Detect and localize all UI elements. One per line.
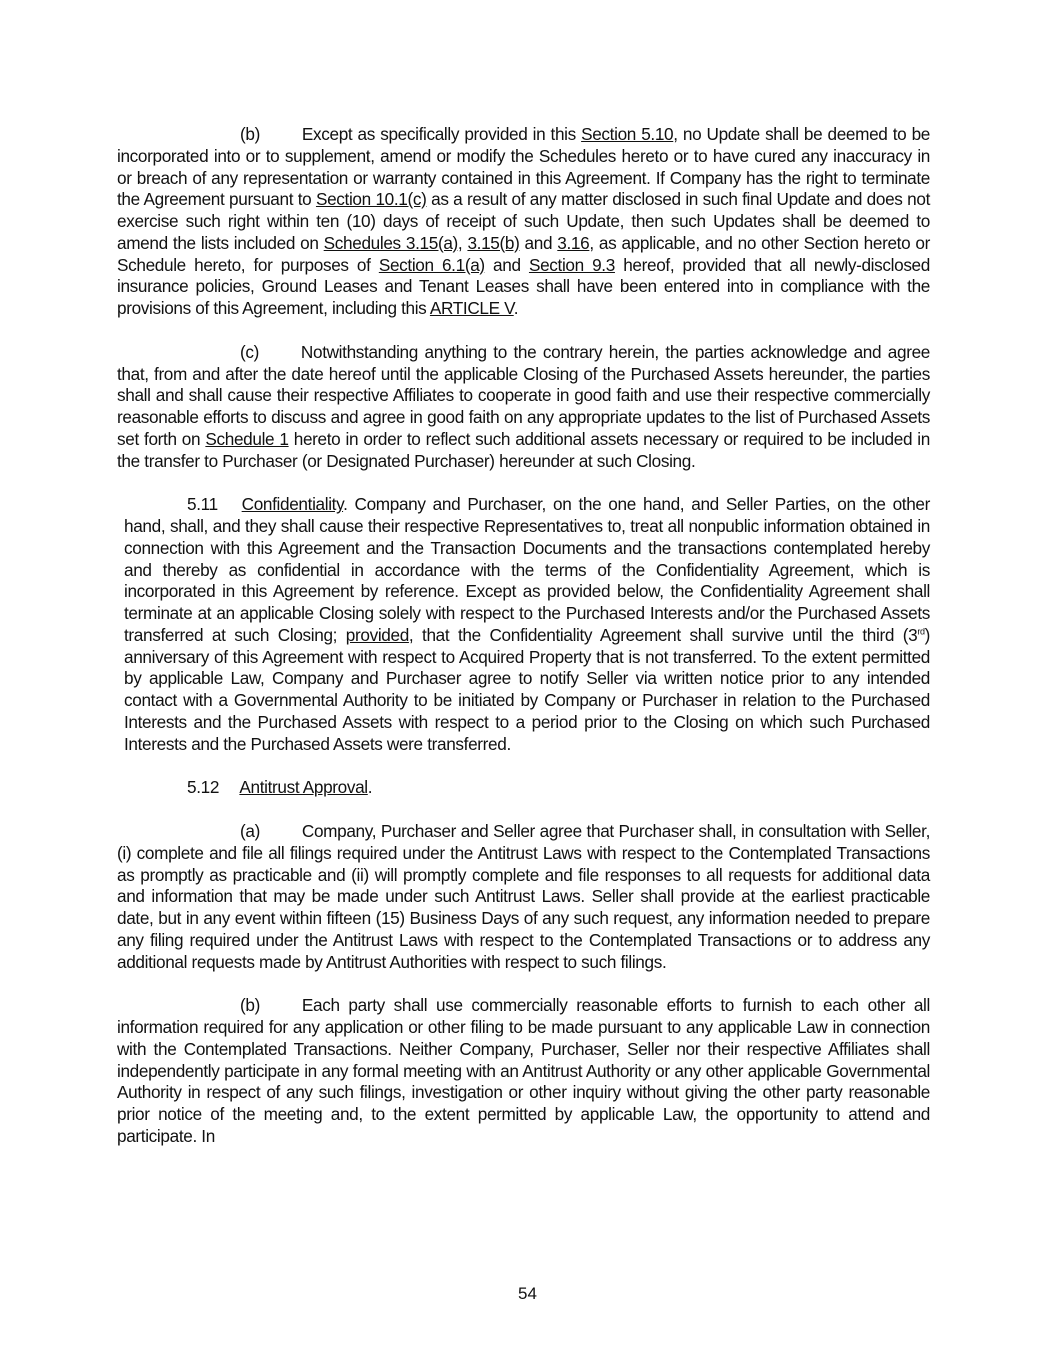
- text-segment: as a result of any matter disclosed in such final Update and does not exercise such right within ten (10) days of receipt of such Update, then such Updates shall be deemed to amend the lists included on: [117, 189, 930, 253]
- text-segment: Notwithstanding anything to the contrary herein, the parties acknowledge and agree that, from and after the date hereof until the applicable Closing of the Purchased Assets hereunder, the parties shall and shall cause their respective Affiliates to cooperate in good faith and use their respective commercially reasonable efforts to discuss and agree in good faith on any appropriate updates to the list of Purchased Assets set forth on: [117, 341, 930, 449]
- cross-reference: 3.15(b): [467, 232, 520, 253]
- text-segment: (a): [240, 821, 260, 841]
- text-segment: Company, Purchaser and Seller agree that Purchaser shall, in consultation with Seller, (i) complete and file all filings required under the Antitrust Laws with respect to the Contemplated Transactions as promptly as practicable and (ii) will promptly complete and file responses to all requests for additional data and information that may be made under such Antitrust Laws. Seller shall provide at the earliest practicable date, but in any event within fifteen (15) Business Days of any such request, any information needed to prepare any filing required under the Antitrust Laws with respect to the Contemplated Transactions or to address any additional requests made by Antitrust Authorities with respect to such filings.: [117, 821, 930, 972]
- paragraph: [124, 494, 930, 755]
- cross-reference: Section 10.1(c): [315, 189, 427, 210]
- cross-reference: Antitrust Approval: [239, 777, 368, 798]
- text-segment: Except as specifically provided in this: [259, 124, 582, 144]
- text-segment: .: [367, 777, 373, 798]
- paragraph: [117, 995, 930, 1147]
- text-segment: (b): [240, 995, 260, 1016]
- text-segment: ) anniversary of this Agreement with respect to Acquired Property that is not transferred. To the extent permitted by applicable Law, Company and Purchaser agree to notify Seller via written notice prior to any intended contact with a Governmental Authority to be initiated by Company or Purchaser in relation to the Purchased Interests and the Purchased Assets with respect to a period prior to the Closing on which such Purchased Interests and the Purchased Assets were transferred.: [124, 624, 930, 754]
- cross-reference: Schedules 3.15(a): [323, 232, 458, 253]
- text-segment: . Company and Purchaser, on the one hand, and Seller Parties, on the other hand, shall, and they shall cause their respective Representatives to, treat all nonpublic information obtained in connection with this Agreement and the Transaction Documents and the transactions contemplated hereby and thereby as confidential in accordance with the terms of the Confidentiality Agreement, which is incorporated in this Agreement by reference. Except as provided below, the Confidentiality Agreement shall terminate at an applicable Closing solely with respect to the Purchased Interests and/or the Purchased Assets transferred at such Closing;: [124, 494, 930, 645]
- text-segment: (c): [240, 341, 259, 362]
- text-segment: , that the Confidentiality Agreement shall survive until the third (3: [408, 624, 918, 645]
- cross-reference: provided: [345, 624, 409, 645]
- text-segment: hereto in order to reflect such additional assets necessary or required to be included in the transfer to Purchaser (or Designated Purchaser) hereunder at such Closing.: [117, 428, 930, 471]
- text-segment: , as applicable, and no other Section hereto or Schedule hereto, for purposes of: [117, 232, 930, 275]
- paragraph: [117, 821, 930, 973]
- cross-reference: 3.16: [557, 232, 590, 253]
- text-segment: Each party shall use commercially reasonable efforts to furnish to each other all information required for any application or other filing to be made pursuant to any applicable Law in connection with the Contemplated Transactions. Neither Company, Purchaser, Seller nor their respective Affiliates shall independently participate in any formal meeting with an Antitrust Authority or any other applicable Governmental Authority in respect of any such filings, investigation or other inquiry without giving the other party reasonable prior notice of the meeting and, to the extent permitted by applicable Law, the opportunity to attend and participate. In: [117, 995, 930, 1146]
- text-segment: .: [513, 298, 519, 318]
- text-segment: and: [519, 232, 558, 253]
- cross-reference: ARTICLE V: [429, 298, 514, 318]
- text-segment: , no Update shall be deemed to be incorporated into or to supplement, amend or modify the Schedules hereto or to have cured any inaccuracy in or breach of any representation or warranty contained in this Agreement. If Company has the right to terminate the Agreement pursuant to: [117, 124, 930, 210]
- document-body: [117, 124, 930, 1170]
- text-segment: 5.11: [187, 494, 242, 515]
- cross-reference: Section 6.1(a): [378, 254, 485, 275]
- text-segment: 5.12: [187, 777, 240, 798]
- cross-reference: Confidentiality: [241, 494, 344, 515]
- page-number: 54: [518, 1284, 537, 1303]
- paragraph: [117, 342, 930, 473]
- cross-reference: Section 5.10: [581, 124, 674, 144]
- cross-reference: Section 9.3: [528, 254, 615, 275]
- text-segment: and: [484, 254, 529, 275]
- text-segment: ,: [457, 232, 468, 253]
- superscript: rd: [917, 626, 925, 637]
- text-segment: hereof, provided that all newly-disclosed insurance policies, Ground Leases and Tenant Leases shall have been entered into in compliance with the provisions of this Agreement, including this: [117, 254, 930, 318]
- paragraph: [117, 777, 930, 799]
- paragraph: [117, 124, 930, 320]
- text-segment: (b): [240, 124, 260, 144]
- cross-reference: Schedule 1: [205, 428, 289, 449]
